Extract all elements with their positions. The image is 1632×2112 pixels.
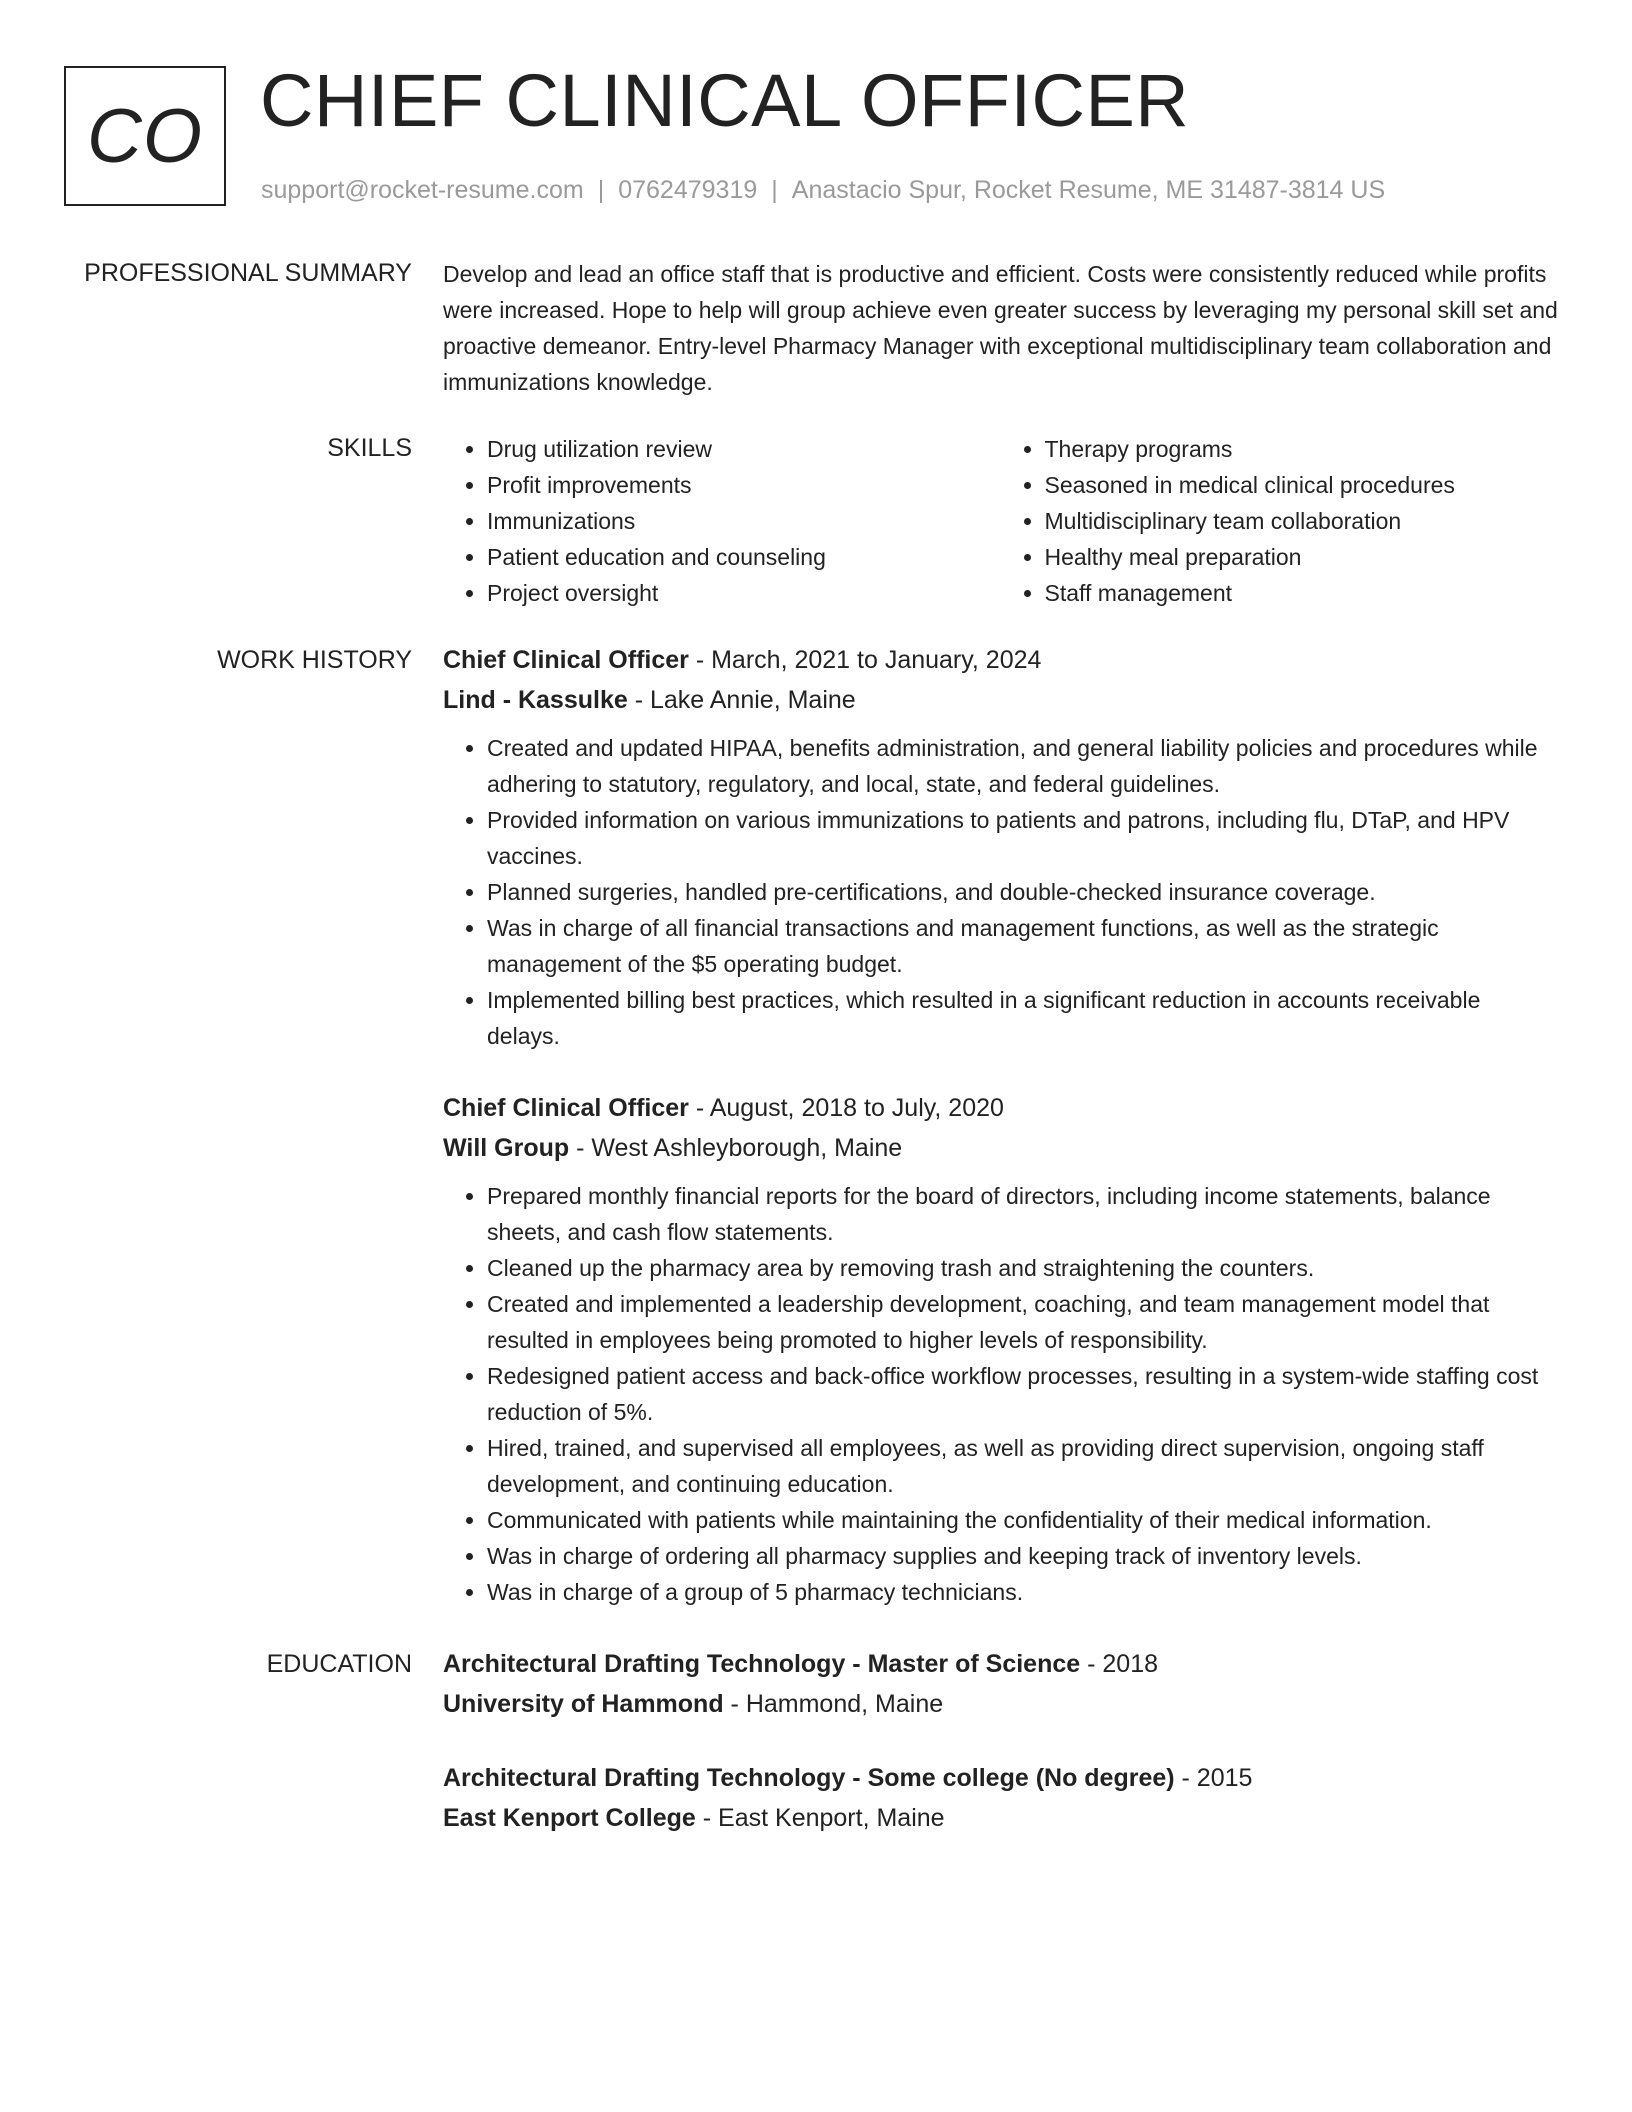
job-duty: • Cleaned up the pharmacy area by removing trash and straightening the counters. xyxy=(487,1250,1558,1286)
education-entry xyxy=(443,1644,1558,1724)
job-duty: • Hired, trained, and supervised all employees, as well as providing direct supervision, ongoing staff development, and continuing education. xyxy=(487,1430,1558,1502)
education-degree: Architectural Drafting Technology - Some college (No degree) xyxy=(443,1764,1175,1792)
job-duty: • Implemented billing best practices, which resulted in a significant reduction in accounts receivable delays. xyxy=(487,982,1558,1054)
summary-text: Develop and lead an office staff that is productive and efficient. Costs were consistently reduced while profits were increased. Hope to help will group achieve even greater success by leveraging my personal skill set and proactive demeanor. Entry-level Pharmacy Manager with exceptional multidisciplinary team collaboration and immunizations knowledge. xyxy=(443,261,1558,395)
resume-title: CHIEF CLINICAL OFFICER xyxy=(260,59,1190,142)
education-location: - East Kenport, Maine xyxy=(695,1804,945,1832)
skill-item: • Drug utilization review xyxy=(487,431,1001,467)
education-year: - 2015 xyxy=(1174,1764,1253,1792)
job-title: Chief Clinical Officer xyxy=(443,646,689,674)
skill-item: • Immunizations xyxy=(487,503,1001,539)
job-duties-list xyxy=(443,1178,1558,1610)
education-degree-line xyxy=(443,1644,1558,1684)
job-duty: • Was in charge of ordering all pharmacy supplies and keeping track of inventory levels. xyxy=(487,1538,1558,1574)
contact-phone: 0762479319 xyxy=(618,176,758,204)
contact-email: support@rocket-resume.com xyxy=(261,176,584,204)
job-entry xyxy=(443,640,1558,1054)
contact-address: Anastacio Spur, Rocket Resume, ME 31487-3814 US xyxy=(791,176,1386,204)
summary-heading: PROFESSIONAL SUMMARY xyxy=(84,259,412,287)
job-dates: - August, 2018 to July, 2020 xyxy=(688,1094,1004,1122)
job-duty: • Was in charge of a group of 5 pharmacy technicians. xyxy=(487,1574,1558,1610)
skill-item: • Project oversight xyxy=(487,575,1001,611)
monogram-badge: CO xyxy=(64,66,226,206)
job-location: - West Ashleyborough, Maine xyxy=(569,1134,903,1162)
skills-list-left xyxy=(443,431,1001,611)
job-duty: • Provided information on various immunizations to patients and patrons, including flu, DTaP, and HPV vaccines. xyxy=(487,802,1558,874)
contact-separator: | xyxy=(597,176,605,204)
job-duty: • Prepared monthly financial reports for the board of directors, including income statements, balance sheets, and cash flow statements. xyxy=(487,1178,1558,1250)
skill-item: • Profit improvements xyxy=(487,467,1001,503)
job-company-line xyxy=(443,680,1558,720)
job-duty: • Was in charge of all financial transactions and management functions, as well as the strategic management of the $5 operating budget. xyxy=(487,910,1558,982)
job-duty: • Redesigned patient access and back-office workflow processes, resulting in a system-wide staffing cost reduction of 5%. xyxy=(487,1358,1558,1430)
job-duty: • Created and updated HIPAA, benefits administration, and general liability policies and procedures while adhering to statutory, regulatory, and local, state, and federal guidelines. xyxy=(487,730,1558,802)
job-company-line xyxy=(443,1128,1558,1168)
job-duty: • Planned surgeries, handled pre-certifications, and double-checked insurance coverage. xyxy=(487,874,1558,910)
job-dates: - March, 2021 to January, 2024 xyxy=(688,646,1042,674)
job-duties-list xyxy=(443,730,1558,1054)
education-location: - Hammond, Maine xyxy=(723,1690,944,1718)
job-duty: • Communicated with patients while maintaining the confidentiality of their medical information. xyxy=(487,1502,1558,1538)
job-entry xyxy=(443,1088,1558,1610)
job-location: - Lake Annie, Maine xyxy=(627,686,856,714)
skill-item: • Seasoned in medical clinical procedures xyxy=(1045,467,1559,503)
skills-list-right xyxy=(1001,431,1559,611)
skill-item: • Healthy meal preparation xyxy=(1045,539,1559,575)
skill-item: • Patient education and counseling xyxy=(487,539,1001,575)
job-company: Lind - Kassulke xyxy=(443,686,628,714)
job-company: Will Group xyxy=(443,1134,570,1162)
job-title-line xyxy=(443,1088,1558,1128)
skill-item: • Therapy programs xyxy=(1045,431,1559,467)
skills-heading: SKILLS xyxy=(327,434,412,462)
education-school: East Kenport College xyxy=(443,1804,696,1832)
education-school-line xyxy=(443,1684,1558,1724)
job-title: Chief Clinical Officer xyxy=(443,1094,689,1122)
education-school-line xyxy=(443,1798,1558,1838)
education-year: - 2018 xyxy=(1080,1650,1159,1678)
job-duty: • Created and implemented a leadership development, coaching, and team management model that resulted in employees being promoted to higher levels of responsibility. xyxy=(487,1286,1558,1358)
work-history-heading: WORK HISTORY xyxy=(217,646,412,674)
skill-item: • Staff management xyxy=(1045,575,1559,611)
education-school: University of Hammond xyxy=(443,1690,724,1718)
education-heading: EDUCATION xyxy=(266,1650,412,1678)
job-title-line xyxy=(443,640,1558,680)
education-entry xyxy=(443,1758,1558,1838)
education-degree-line xyxy=(443,1758,1558,1798)
skill-item: • Multidisciplinary team collaboration xyxy=(1045,503,1559,539)
contact-separator: | xyxy=(771,176,778,204)
education-degree: Architectural Drafting Technology - Master of Science xyxy=(443,1650,1081,1678)
contact-line xyxy=(261,174,1385,206)
